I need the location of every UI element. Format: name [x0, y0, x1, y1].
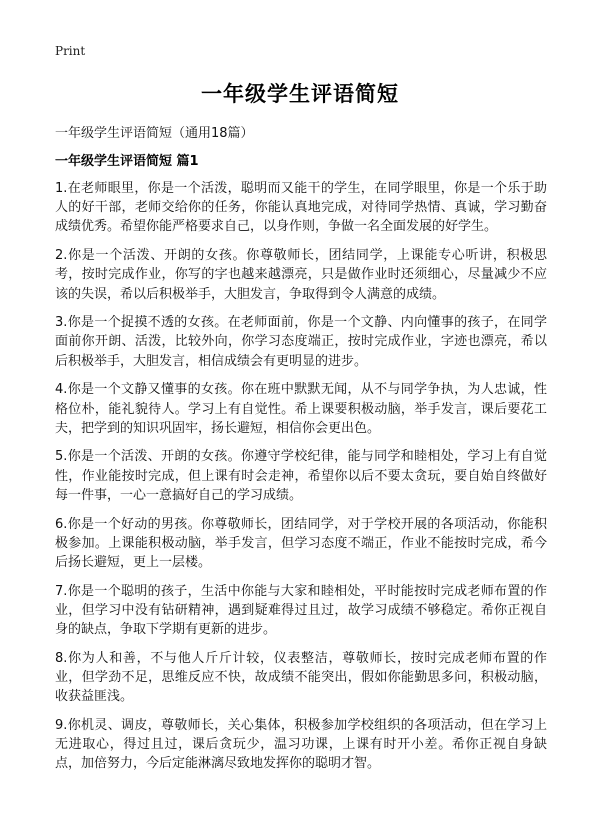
- document-subtitle: 一年级学生评语简短（通用18篇）: [55, 126, 254, 141]
- comment-paragraph-8: 8.你为人和善，不与他人斤斤计较，仪表整洁，尊敬师长，按时完成老师布置的作业，但学劲不足，思维反应不快，故成绩不能突出，假如你能勤思多问，积极动脑，收获益匪浅。: [55, 650, 547, 705]
- comments-list: [55, 179, 547, 783]
- comment-paragraph-3: 3.你是一个捉摸不透的女孩。在老师面前，你是一个文静、内向懂事的孩子，在同学面前你开朗、活泼，比较外向，你学习态度端正，按时完成作业，字迹也漂亮，希以后积极举手，大胆发言，相信成绩会有更明显的进步。: [55, 315, 547, 369]
- print-label: Print: [55, 44, 86, 58]
- comment-paragraph-9: 9.你机灵、调皮，尊敬师长，关心集体，积极参加学校组织的各项活动，但在学习上无进取心，得过且过，课后贪玩少，温习功课，上课有时开小差。希你正视自身缺点，加倍努力，今后定能淋漓尽致地发挥你的聪明才智。: [55, 717, 547, 772]
- comment-paragraph-6: 6.你是一个好动的男孩。你尊敬师长，团结同学，对于学校开展的各项活动，你能积极参加。上课能积极动脑，举手发言，但学习态度不端正，作业不能按时完成，希今后扬长避短，更上一层楼。: [55, 516, 547, 570]
- section-heading: 一年级学生评语简短 篇1: [55, 154, 199, 169]
- comment-paragraph-5: 5.你是一个活泼、开朗的女孩。你遵守学校纪律，能与同学和睦相处，学习上有自觉性，作业能按时完成，但上课有时会走神，希望你以后不要太贪玩，要自始自终做好每一件事，一心一意搞好自己的学习成绩。: [55, 449, 547, 503]
- comment-paragraph-1: 1.在老师眼里，你是一个活泼，聪明而又能干的学生，在同学眼里，你是一个乐于助人的好干部，老师交给你的任务，你能认真地完成，对待同学热情、真诚，学习勤奋成绩优秀。希望你能严格要求自己，以身作则，争做一名全面发展的好学生。: [55, 181, 547, 235]
- comment-paragraph-4: 4.你是一个文静又懂事的女孩。你在班中默默无闻，从不与同学争执，为人忠诚，性格位朴，能礼貌待人。学习上有自觉性。希上课要积极动脑，举手发言，课后要花工夫，把学到的知识巩固牢，扬长避短，相信你会更出色。: [55, 382, 547, 436]
- document-title: 一年级学生评语简短: [201, 82, 399, 106]
- comment-paragraph-2: 2.你是一个活泼、开朗的女孩。你尊敬师长，团结同学，上课能专心听讲，积极思考，按时完成作业，你写的字也越来越漂亮，只是做作业时还须细心，尽量减少不应该的失误，希以后积极举手，大胆发言，争取得到令人满意的成绩。: [55, 248, 547, 302]
- comment-paragraph-7: 7.你是一个聪明的孩子，生活中你能与大家和睦相处，平时能按时完成老师布置的作业，但学习中没有钻研精神，遇到疑难得过且过，故学习成绩不够稳定。希你正视自身的缺点，争取下学期有更新的进步。: [55, 583, 547, 638]
